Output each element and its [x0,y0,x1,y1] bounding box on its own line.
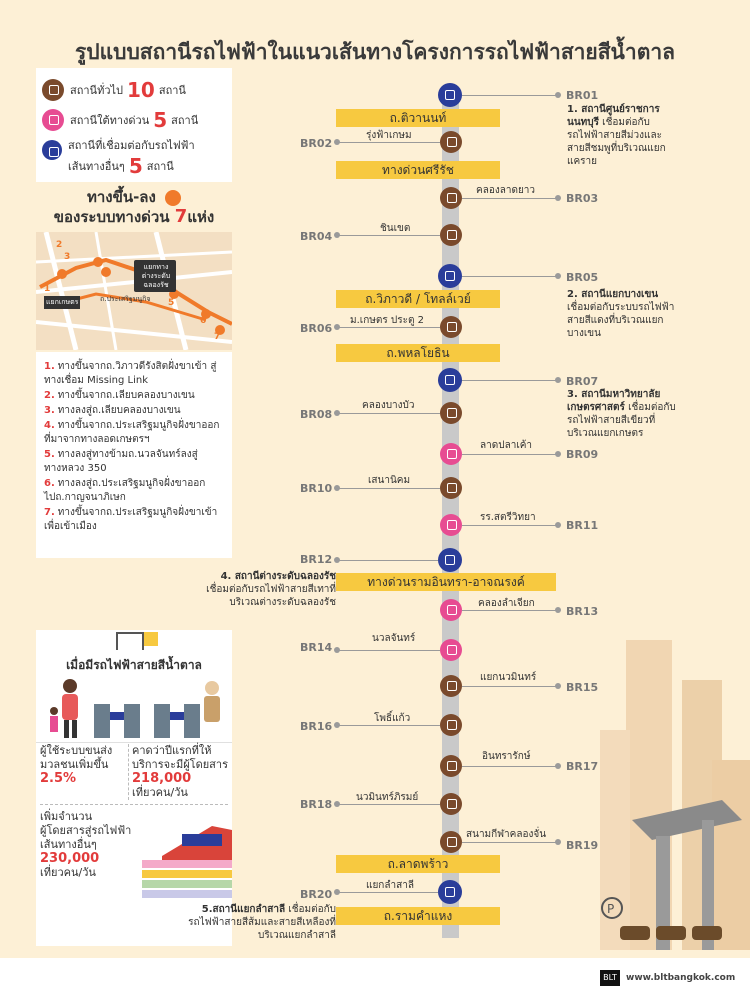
sign-icon [116,632,144,650]
stat-first-year: คาดว่าปีแรกที่ให้ บริการจะมีผู้โดยสาร 218,000 เที่ยวคน/วัน [132,744,228,799]
legend-count: 5 [153,108,168,132]
footer-url[interactable]: www.bltbangkok.com [626,973,736,983]
legend-label-2: เส้นทางอื่นๆ [68,160,125,173]
list-item: 3. ทางลงสู่ถ.เลียบคลองบางเขน [44,405,181,416]
legend-label: สถานีใต้ทางด่วน [70,114,150,127]
station-br17[interactable] [440,755,462,777]
road-ramintra-expressway: ทางด่วนรามอินทรา-อาจณรงค์ [336,573,556,591]
station-code: BR12 [300,553,333,566]
legend-unit: สถานี [158,84,186,97]
legend-count: 5 [128,154,143,178]
map-graphic [36,232,232,350]
map-label-kaset: แยกเกษตร [44,296,80,309]
train-icon [42,109,64,131]
legend-count: 10 [127,78,155,102]
list-item: 1. ทางขึ้นจากถ.วิภาวดีรังสิตฝั่งขาเข้า สู่ทางเชื่อม Missing Link [44,361,217,386]
list-item: 6. ทางลงสู่ถ.ประเสริฐมนูกิจฝั่งขาออกไปถ.กาญจนาภิเษก [44,478,206,503]
station-code: BR01 [566,89,599,102]
legend-interchange [42,136,195,178]
station-code: BR19 [566,839,599,852]
station-name: รุ่งฟ้าเกษม [366,130,412,141]
station-name: ลาดปลาเค้า [480,440,533,451]
blt-logo: BLT [600,970,620,986]
legend-label: สถานีทั่วไป [70,84,124,97]
footer [0,958,750,1000]
station-code: BR13 [566,605,599,618]
station-br08[interactable] [440,402,462,424]
map-num-6: 6 [200,316,207,326]
station-br02[interactable] [440,131,462,153]
station-name: สนามกีฬาคลองจั่น [466,829,547,840]
legend-unit: สถานี [146,160,174,173]
station-code: BR16 [300,720,333,733]
stat-transfer: เพิ่มจำนวน ผู้โดยสารสู่รถไฟฟ้า เส้นทางอื่นๆ 230,000 เที่ยวคน/วัน [40,810,132,879]
list-item: 7. ทางขึ้นจากถ.ประเสริฐมนูกิจฝั่งขาเข้าเพื่อเข้าเมือง [44,507,218,532]
map-num-5: 5 [168,298,175,308]
station-br09[interactable] [440,443,462,465]
expressway-list [36,352,232,558]
station-name: แยกนวมินทร์ [480,672,537,683]
station-name: รร.สตรีวิทยา [480,512,536,523]
map-label-junction: แยกทาง ต่างระดับ ฉลองรัช [141,263,171,289]
note-2: 2. สถานีแยกบางเขน เชื่อมต่อกับระบบรถไฟฟ้าสายสีแดงที่บริเวณแยกบางเขน [567,289,675,339]
station-name: ชินเขต [380,223,411,234]
station-name: คลองบางบัว [362,400,415,411]
expressway-title-line2: ของระบบทางด่วน [53,208,170,226]
map-label-road: ถ.ประเสริฐมนูกิจ [100,295,151,303]
legend-unit: สถานี [171,114,199,127]
list-item: 2. ทางขึ้นจากถ.เลียบคลองบางเขน [44,390,195,401]
station-br14[interactable] [440,639,462,661]
station-code: BR11 [566,519,599,532]
station-code: BR20 [300,888,333,901]
station-code: BR08 [300,408,333,421]
expressway-title-line1: ทางขึ้น-ลง [86,188,156,206]
expressway-count: 7 [174,206,188,227]
note-1: 1. สถานีศูนย์ราชการนนทบุรี เชื่อมต่อกับรถไฟฟ้าสายสีม่วงและสายสีชมพูที่บริเวณแยกแคราย [567,104,666,167]
station-name: อินทรารักษ์ [482,751,531,762]
expressway-unit: แห่ง [187,208,215,226]
expressway-icon [165,190,181,206]
station-br20[interactable] [438,880,462,904]
road-phahonyothin: ถ.พหลโยธิน [336,344,500,362]
turnstile-illustration [44,678,224,740]
station-name: เสนานิคม [368,475,411,486]
train-icon [42,140,62,160]
road-ladprao: ถ.ลาดพร้าว [336,855,500,873]
station-name: ม.เกษตร ประตู 2 [350,315,425,326]
station-code: BR02 [300,137,333,150]
station-code: BR06 [300,322,333,335]
station-name: คลองลาดยาว [476,185,536,196]
page-title: รูปแบบสถานีรถไฟฟ้าในแนวเส้นทางโครงการรถไฟฟ้าสายสีน้ำตาล [74,40,675,64]
map-num-3: 3 [64,252,71,262]
station-name: โพธิ์แก้ว [374,713,411,724]
note-4: 4. สถานีต่างระดับฉลองรัช เชื่อมต่อกับรถไฟฟ้าสายสีเทาที่บริเวณต่างระดับฉลองรัช [206,571,336,608]
station-name: คลองลำเจียก [478,598,535,609]
station-br01[interactable] [438,83,462,107]
station-code: BR18 [300,798,333,811]
station-code: BR15 [566,681,599,694]
station-code: BR03 [566,192,599,205]
list-item: 5. ทางลงสู่ทางข้ามถ.นวลจันทร์ลงสู่ทางหลวง 350 [44,449,198,474]
road-sirat: ทางด่วนศรีรัช [336,161,500,179]
station-legend [36,68,232,182]
station-code: BR05 [566,271,599,284]
station-code: BR09 [566,448,599,461]
road-ramkhamhaeng: ถ.รามคำแหง [336,907,500,925]
station-code: BR04 [300,230,333,243]
station-code: BR17 [566,760,599,773]
station-br04[interactable] [440,224,462,246]
legend-general [42,78,186,102]
station-br07[interactable] [438,368,462,392]
train-icon [42,79,64,101]
city-illustration [592,620,750,950]
info-heading: เมื่อมีรถไฟฟ้าสายสีน้ำตาล [66,658,202,672]
station-br15[interactable] [440,675,462,697]
station-br19[interactable] [440,831,462,853]
stat-ridership: ผู้ใช้ระบบขนส่ง มวลชนเพิ่มขึ้น 2.5% [40,744,113,786]
legend-express [42,108,198,132]
station-name: นวมินทร์ภิรมย์ [356,792,419,803]
station-name: แยกลำสาลี [366,880,414,891]
station-br13[interactable] [440,599,462,621]
expressway-title [36,188,232,227]
road-tiwanon: ถ.ติวานนท์ [336,109,500,127]
station-br05[interactable] [438,264,462,288]
svg-text:P: P [607,902,615,916]
road-vibhavadi: ถ.วิภาวดี / โทลล์เวย์ [336,290,500,308]
station-br18[interactable] [440,793,462,815]
station-br10[interactable] [440,477,462,499]
station-br16[interactable] [440,714,462,736]
note-3: 3. สถานีมหาวิทยาลัยเกษตรศาสตร์ เชื่อมต่อกับรถไฟฟ้าสายสีเขียวที่บริเวณแยกเกษตร [567,389,676,439]
list-item: 4. ทางขึ้นจากถ.ประเสริฐมนูกิจฝั่งขาออกที่มาจากทางลอดเกษตรฯ [44,420,220,445]
station-code: BR10 [300,482,333,495]
station-name: นวลจันทร์ [372,633,416,644]
note-5: 5.สถานีแยกลำสาลี เชื่อมต่อกับรถไฟฟ้าสายสีส้มและสายสีเหลืองที่บริเวณแยกลำสาลี [188,904,336,941]
station-br11[interactable] [440,514,462,536]
expressway-map [36,232,232,350]
station-code: BR07 [566,375,599,388]
map-num-4: 4 [96,258,103,268]
station-code: BR14 [300,641,333,654]
station-br03[interactable] [440,187,462,209]
map-num-7: 7 [214,332,221,342]
station-br12[interactable] [438,548,462,572]
map-num-2: 2 [56,240,63,250]
arrow-sign-icon [144,632,158,646]
legend-label: สถานีที่เชื่อมต่อกับรถไฟฟ้า [68,139,195,152]
map-num-1: 1 [44,284,51,294]
station-br06[interactable] [440,316,462,338]
info-box [36,630,232,946]
